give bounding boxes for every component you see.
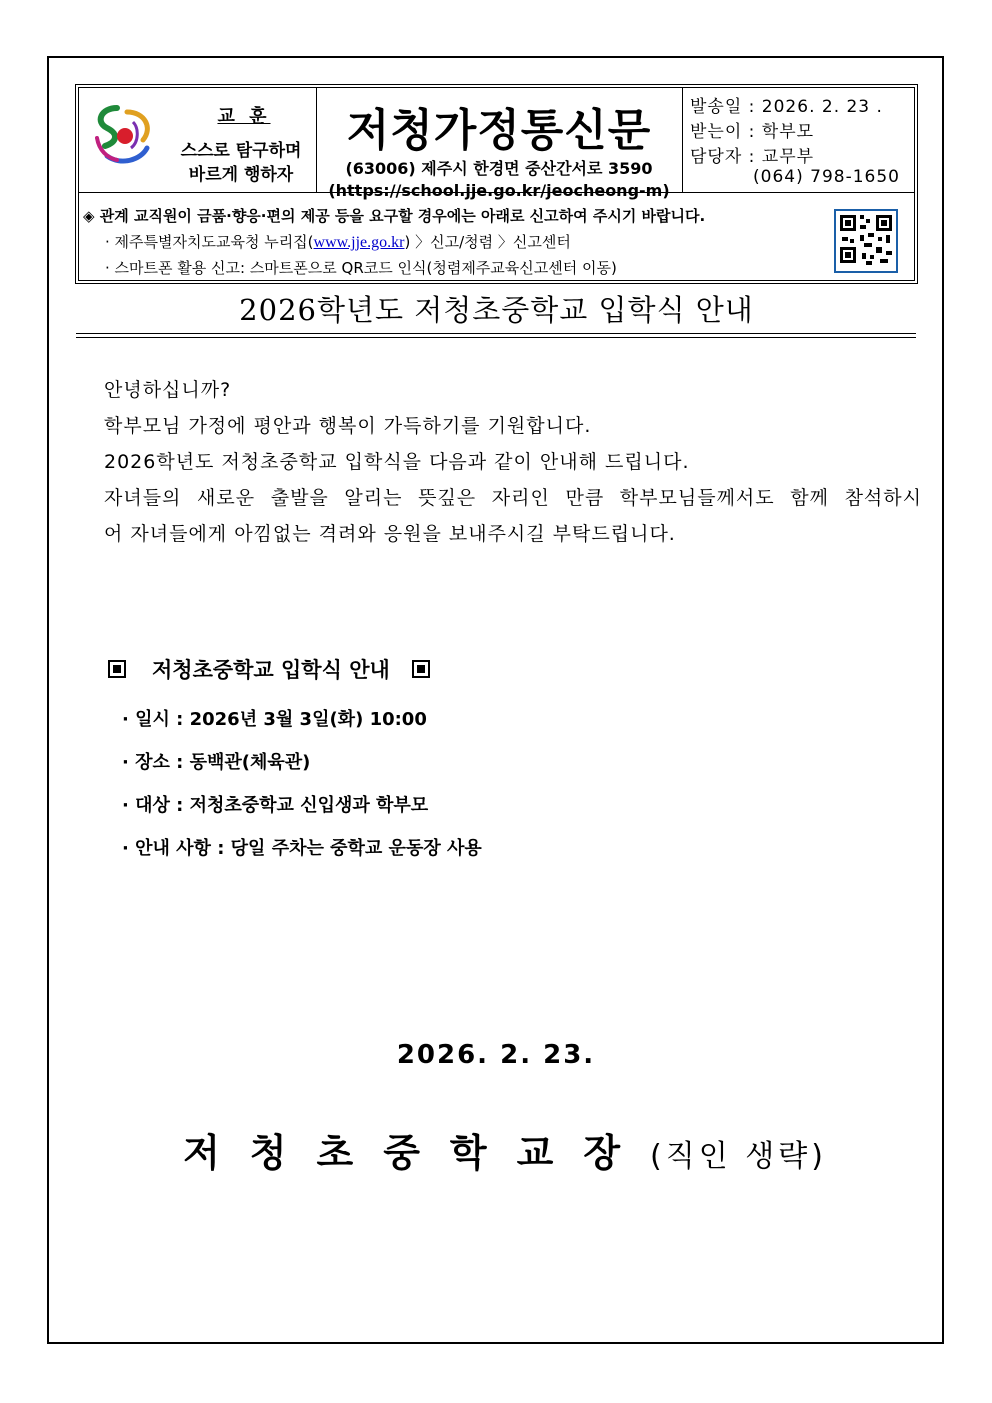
detail-date: · 일시 : 2026년 3월 3일(화) 10:00	[122, 709, 427, 730]
title-divider-top	[76, 333, 916, 334]
motto-line-1: 스스로 탐구하며	[180, 141, 302, 161]
report-line-website	[105, 231, 571, 252]
report-line-prefix: · 제주특별자치도교육청 누리집(	[105, 233, 314, 251]
body-line-invite-1: 자녀들의 새로운 출발을 알리는 뜻깊은 자리인 만큼 학부모님들께서도 함께 참석하시	[104, 487, 922, 509]
header-inner-border	[78, 87, 915, 281]
header-top-row	[79, 88, 914, 200]
report-notice-main: ◈ 관계 교직원이 금품·향응·편의 제공 등을 요구할 경우에는 아래로 신고하여 주시기 바랍니다.	[83, 207, 706, 225]
greeting: 안녕하십니까?	[104, 379, 232, 401]
body-line-wish: 학부모님 가정에 평안과 행복이 가득하기를 기원합니다.	[104, 415, 592, 437]
motto-cell	[79, 88, 317, 192]
contact-phone: (064) 798-1650	[753, 167, 900, 187]
meta-cell	[682, 88, 914, 192]
school-address: (63006) 제주시 한경면 중산간서로 3590	[345, 159, 653, 178]
motto-line-2: 바르게 행하자	[188, 165, 294, 185]
title-cell	[316, 88, 683, 200]
title-divider-bottom	[76, 337, 916, 338]
report-line-suffix: ) 〉신고/청렴 〉신고센터	[404, 233, 571, 251]
school-website: (https://school.jje.go.kr/jeocheong-m)	[328, 181, 670, 200]
report-line-smartphone: · 스마트폰 활용 신고: 스마트폰으로 QR코드 인식(청렴제주교육신고센터 이동)	[105, 259, 617, 277]
report-notice	[79, 193, 914, 280]
square-bullet-icon	[412, 660, 430, 678]
section-heading	[104, 654, 430, 684]
body-line-invite-2: 어 자녀들에게 아낌없는 격려와 응원을 보내주시길 부탁드립니다.	[104, 523, 676, 545]
education-office-link[interactable]: www.jje.go.kr	[313, 234, 405, 251]
section-heading-text: 저청초중학교 입학식 안내	[152, 658, 390, 682]
square-bullet-icon	[108, 660, 126, 678]
sent-date: 발송일 : 2026. 2. 23 .	[690, 97, 883, 117]
detail-audience: · 대상 : 저청초중학교 신입생과 학부모	[122, 795, 429, 816]
document-title: 2026학년도 저청초중학교 입학식 안내	[239, 293, 754, 327]
seal-omitted-note: (직인 생략)	[650, 1139, 827, 1174]
newsletter-header	[75, 84, 918, 284]
detail-location: · 장소 : 동백관(체육관)	[122, 752, 311, 773]
school-emblem-icon	[87, 98, 161, 172]
motto-title: 교 훈	[217, 106, 271, 127]
contact-person: 담당자 : 교무부	[690, 147, 815, 167]
detail-notice: · 안내 사항 : 당일 주차는 중학교 운동장 사용	[122, 838, 482, 859]
principal-title: 저청초중학교장	[183, 1131, 651, 1175]
recipient: 받는이 : 학부모	[690, 122, 815, 142]
closing-date: 2026. 2. 23.	[396, 1040, 596, 1070]
body-line-announce: 2026학년도 저청초중학교 입학식을 다음과 같이 안내해 드립니다.	[104, 451, 690, 473]
letter-body	[104, 372, 922, 552]
qr-code-icon[interactable]	[834, 209, 898, 273]
newsletter-name: 저청가정통신문	[346, 105, 652, 156]
principal-signature	[0, 1122, 992, 1177]
